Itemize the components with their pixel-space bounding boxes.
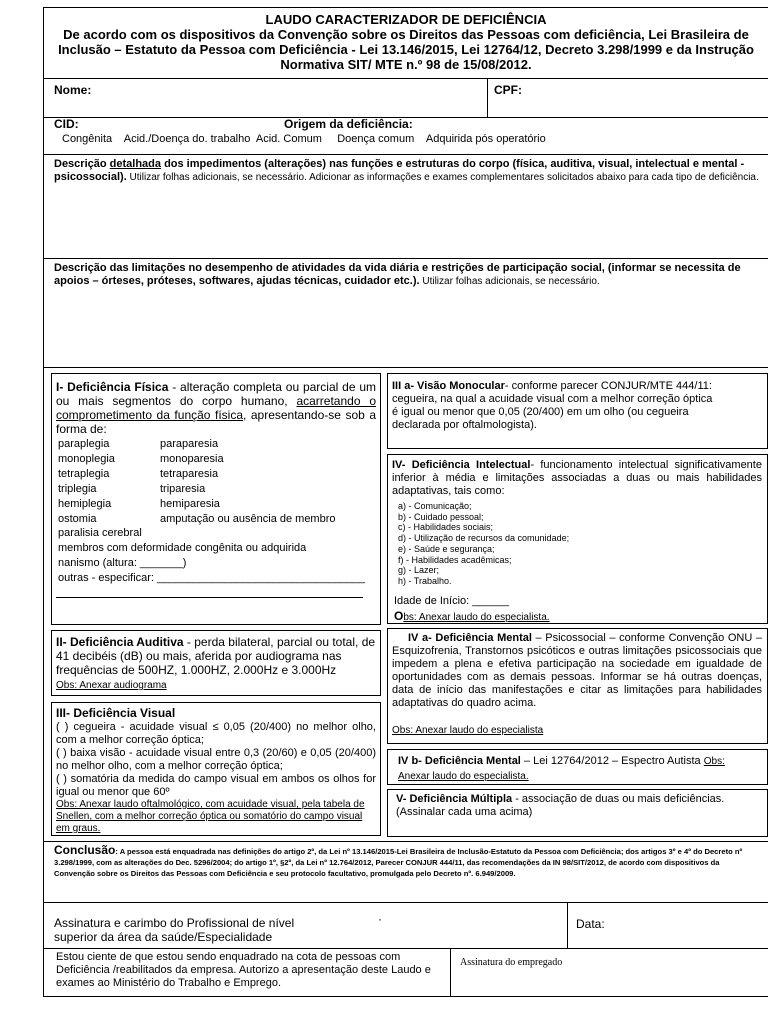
cid-label: CID: — [54, 117, 79, 131]
intelectual-inicio[interactable]: Idade de Início: ______ — [394, 595, 509, 607]
fisica-item[interactable]: monoparesia — [160, 453, 224, 465]
form-subtitle: De acordo com os dispositivos da Convenção sobre os Direitos das Pessoas com deficiência, Lei Brasileira de Inclusão – Estatuto da Pessoa com Deficiência - Lei 13.146/2015, Lei 12764/12, Decreto 3.298/1999 e da Instrução Normativa SIT/ MTE n.º 98 de 15/08/2012. — [58, 27, 754, 72]
mental-section: IV a- Deficiência Mental – Psicossocial – conforme Convenção ONU – Esquizofrenia, Transtornos psicóticos e outras limitações psicossociais que impedem a plena e efetiva participação na sociedade em igualdade de oportunidades com as demais pessoas. Informar se há outras doenças, data de início das manifestações e citar as limitações para habilidades adaptativas do quadro acima. — [392, 632, 762, 709]
intelectual-item: b) - Cuidado pessoal; — [398, 511, 484, 522]
fisica-item[interactable]: paraplegia — [58, 438, 110, 450]
descricao-field[interactable] — [54, 202, 762, 252]
fisica-item[interactable]: tetraparesia — [160, 468, 219, 480]
fisica-item[interactable]: paraparesia — [160, 438, 219, 450]
auditiva-obs: Obs: Anexar audiograma — [56, 680, 167, 691]
intelectual-item: f) - Habilidades acadêmicas; — [398, 554, 512, 565]
origem-congenita[interactable]: Congênita — [62, 133, 113, 145]
assinatura-profissional-label: Assinatura e carimbo do Profissional de nível superior da área da saúde/Especialidade — [54, 916, 295, 944]
assinatura-dot: · — [378, 912, 382, 926]
auditiva-section: II- Deficiência Auditiva - perda bilateral, parcial ou total, de 41 decibéis (dB) ou mais, aferida por audiograma nas frequências de 500HZ, 1.000HZ, 2.000Hz e 3.000Hz — [56, 635, 376, 677]
origem-adquirida[interactable]: Adquirida pós operatório — [425, 133, 546, 145]
cpf-field[interactable] — [530, 82, 760, 112]
nome-label: Nome: — [54, 83, 92, 97]
fisica-col1 — [58, 437, 115, 527]
limitacoes-field[interactable] — [54, 292, 762, 362]
descricao-section: Descrição detalhada dos impedimentos (alterações) nas funções e estruturas do corpo (física, auditiva, visual, intelectual e mental - psicossocial). Utilizar folhas adicionais, se necessário. Adicionar as informações e exames complementares solicitados abaixo para cada tipo de deficiência. — [54, 158, 759, 183]
intelectual-item: g) - Lazer; — [398, 565, 440, 576]
origem-label: Origem da deficiência: — [284, 117, 413, 131]
fisica-item[interactable]: hemiparesia — [160, 498, 220, 510]
visual-option-cegueira[interactable]: ( ) cegueira - acuidade visual ≤ 0,05 (20/400) no melhor olho, com a melhor correção óptica; — [56, 721, 376, 746]
intelectual-item: a) - Comunicação; — [398, 501, 472, 511]
conclusao-section: Conclusão: A pessoa está enquadrada nas definições do artigo 2º, da Lei nº 13.146/2015-Lei Brasileira de Inclusão-Estatuto da Pessoa com Deficiência; dos artigos 3º e 4º do Decreto nº 3.298/1999, com as alterações do Dec. 5296/2004; do artigo 1º, §2º, da Lei nº 12.764/2012, Parecer CONJUR 444/11, das recomendações da IN 98/SIT/2012, de acordo com dispositivos da Convenção sobre os Direitos das Pessoas com Deficiência e seu protocolo facultativo, promulgada pelo Decreto nº. 6.949/2009. — [54, 843, 743, 878]
origem-acid-trabalho[interactable]: Acid./Doença do. trabalho — [123, 133, 251, 145]
fisica-section: I- Deficiência Física - alteração completa ou parcial de um ou mais segmentos do corpo humano, acarretando o comprometimento da função física, apresentando-se sob a forma de: — [56, 380, 377, 436]
fisica-item[interactable]: nanismo (altura: _______) — [58, 557, 187, 569]
form-title: LAUDO CARACTERIZADOR DE DEFICIÊNCIA — [265, 12, 547, 27]
ciente-text: Estou ciente de que estou sendo enquadrado na cota de pessoas com Deficiência /reabilitados da empresa. Autorizo a apresentação deste Laudo e exames ao Ministério do Trabalho e Emprego. — [56, 951, 431, 989]
nome-field[interactable] — [100, 82, 480, 112]
fisica-item[interactable]: tetraplegia — [58, 468, 110, 480]
fisica-item[interactable]: triplegia — [58, 483, 97, 495]
fisica-blank-line[interactable] — [56, 597, 363, 598]
visual-title: III- Deficiência Visual — [56, 706, 176, 720]
visual-items — [56, 721, 376, 799]
intelectual-items — [398, 501, 569, 587]
fisica-item[interactable]: hemiplegia — [58, 498, 112, 510]
fisica-col2 — [160, 437, 336, 527]
mental-obs: Obs: Anexar laudo do especialista — [392, 725, 544, 736]
visual-obs: Obs: Anexar laudo oftalmológico, com acuidade visual, pela tabela de Snellen, com a melhor correção óptica ou somatório do campo visual em graus. — [56, 799, 365, 834]
intelectual-item: e) - Saúde e segurança; — [398, 543, 495, 554]
assinatura-profissional-field[interactable] — [330, 908, 560, 944]
intelectual-item: d) - Utilização de recursos da comunidade; — [398, 533, 570, 544]
fisica-extra — [58, 526, 378, 586]
visual-option-campo-visual[interactable]: ( ) somatória da medida do campo visual em ambos os olhos for igual ou menor que 60º — [56, 773, 376, 798]
mental-b-section: IV b- Deficiência Mental – Lei 12764/2012 – Espectro Autista Obs: Anexar laudo do especialista. — [398, 755, 725, 782]
fisica-item[interactable]: outras - especificar: __________________________________ — [58, 572, 366, 584]
intelectual-item: c) - Habilidades sociais; — [398, 522, 494, 533]
multipla-section: V- Deficiência Múltipla - associação de duas ou mais deficiências. (Assinalar cada uma acima) — [396, 793, 725, 818]
fisica-item[interactable]: monoplegia — [58, 453, 115, 465]
fisica-item[interactable]: amputação ou ausência de membro — [160, 513, 336, 525]
fisica-item[interactable]: membros com deformidade congênita ou adquirida — [58, 542, 307, 554]
intelectual-item: h) - Trabalho. — [398, 575, 452, 586]
fisica-item[interactable]: triparesia — [160, 483, 206, 495]
origem-options — [62, 133, 762, 145]
intelectual-obs: Obs: Anexar laudo do especialista. — [394, 609, 550, 623]
origem-acid-comum[interactable]: Acid. Comum — [255, 133, 322, 145]
origem-doenca-comum[interactable]: Doença comum — [337, 133, 415, 145]
data-field[interactable] — [612, 910, 762, 940]
assinatura-empregado-label: Assinatura do empregado — [460, 957, 563, 968]
cpf-label: CPF: — [494, 83, 522, 97]
visual-option-baixa-visao[interactable]: ( ) baixa visão - acuidade visual entre 0,3 (20/60) e 0,05 (20/400) no melhor olho, com a melhor correção óptica; — [56, 747, 376, 772]
fisica-item[interactable]: ostomia — [58, 513, 97, 525]
intelectual-section: IV- Deficiência Intelectual- funcionamento intelectual significativamente inferior à média e limitações associadas a duas ou mais habilidades adaptativas, tais como: — [392, 459, 762, 497]
limitacoes-section: Descrição das limitações no desempenho de atividades da vida diária e restrições de participação social, (informar se necessita de apoios – órteses, próteses, softwares, ajudas técnicas, cuidador etc.). Utilizar folhas adicionais, se necessário. — [54, 262, 741, 287]
data-label: Data: — [576, 917, 605, 931]
monocular-section: III a- Visão Monocular- conforme parecer CONJUR/MTE 444/11: cegueira, na qual a acuidade visual com a melhor correção óptica é igual ou menor que 0,05 (20/400) em um olho (ou cegueira declarada por oftalmologista). — [392, 380, 713, 431]
assinatura-empregado-field[interactable] — [456, 972, 762, 994]
fisica-item[interactable]: paralisia cerebral — [58, 527, 142, 539]
